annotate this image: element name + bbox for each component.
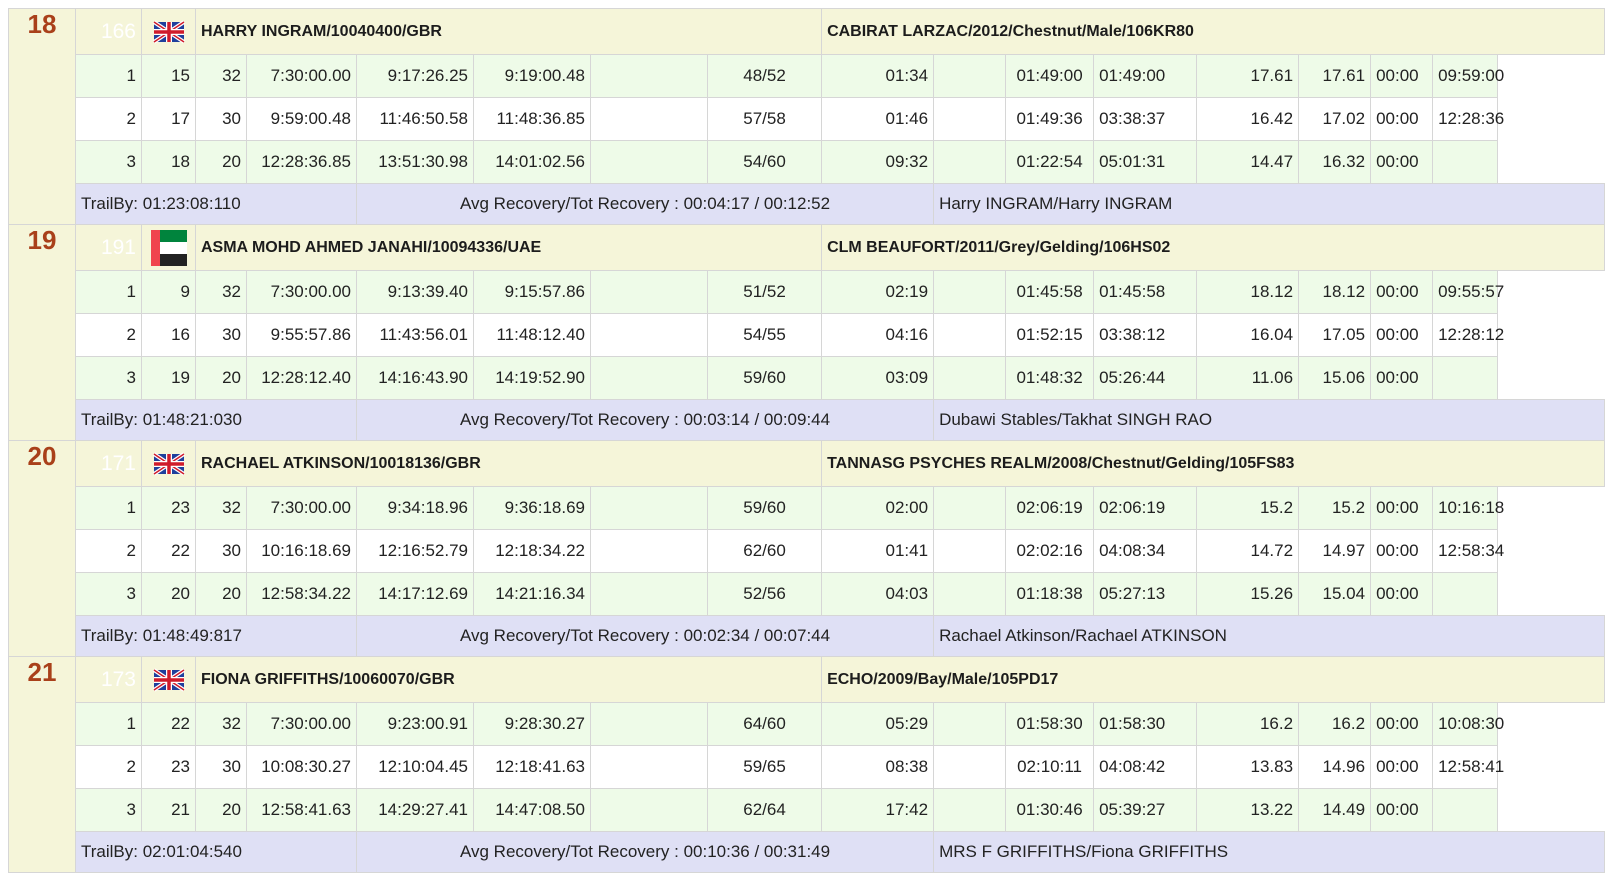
loop-number: 2	[76, 530, 142, 573]
loop-distance: 30	[196, 98, 247, 141]
empty-cell	[591, 357, 708, 400]
loop-rank: 23	[142, 487, 196, 530]
recovery-summary: Avg Recovery/Tot Recovery : 00:04:17 / 00:12:52	[357, 184, 934, 225]
loop-arrival-time: 11:46:50.58	[357, 98, 474, 141]
loop-distance: 20	[196, 357, 247, 400]
loop-penalty: 00:00	[1371, 55, 1433, 98]
loop-next-start: 10:16:18	[1433, 487, 1498, 530]
loop-distance: 32	[196, 271, 247, 314]
loop-rank: 16	[142, 314, 196, 357]
loop-speed: 15.2	[1197, 487, 1299, 530]
entry-summary-row	[9, 832, 1605, 873]
loop-penalty: 00:00	[1371, 530, 1433, 573]
loop-start-time: 12:58:34.22	[247, 573, 357, 616]
loop-penalty: 00:00	[1371, 573, 1433, 616]
loop-recovery: 02:19	[822, 271, 934, 314]
loop-vet-time: 9:15:57.86	[474, 271, 591, 314]
loop-time: 02:02:16	[1006, 530, 1094, 573]
loop-vet-time: 9:19:00.48	[474, 55, 591, 98]
loop-avg-speed: 14.49	[1299, 789, 1371, 832]
loop-distance: 30	[196, 746, 247, 789]
loop-next-start	[1433, 141, 1498, 184]
empty-cell	[934, 271, 1006, 314]
bib-number: 171	[76, 441, 142, 487]
empty-cell	[591, 487, 708, 530]
loop-row	[9, 573, 1605, 616]
empty-cell	[934, 357, 1006, 400]
trail-by: TrailBy: 02:01:04:540	[76, 832, 357, 873]
loop-penalty: 00:00	[1371, 746, 1433, 789]
loop-heart-rate: 48/52	[708, 55, 822, 98]
empty-cell	[934, 98, 1006, 141]
loop-avg-speed: 18.12	[1299, 271, 1371, 314]
uae-flag-icon	[142, 225, 196, 271]
loop-heart-rate: 59/60	[708, 487, 822, 530]
horse-info[interactable]: CLM BEAUFORT/2011/Grey/Gelding/106HS02	[822, 225, 1605, 271]
loop-next-start: 12:58:34	[1433, 530, 1498, 573]
loop-start-time: 7:30:00.00	[247, 487, 357, 530]
rider-info[interactable]: RACHAEL ATKINSON/10018136/GBR	[196, 441, 822, 487]
entry-header-row	[9, 9, 1605, 55]
entry-summary-row	[9, 400, 1605, 441]
loop-start-time: 12:28:36.85	[247, 141, 357, 184]
rider-info[interactable]: ASMA MOHD AHMED JANAHI/10094336/UAE	[196, 225, 822, 271]
owner-trainer: Harry INGRAM/Harry INGRAM	[934, 184, 1605, 225]
loop-row	[9, 487, 1605, 530]
loop-total-time: 05:39:27	[1094, 789, 1197, 832]
loop-total-time: 01:58:30	[1094, 703, 1197, 746]
loop-arrival-time: 14:16:43.90	[357, 357, 474, 400]
loop-distance: 20	[196, 789, 247, 832]
trail-by: TrailBy: 01:48:21:030	[76, 400, 357, 441]
loop-rank: 15	[142, 55, 196, 98]
loop-penalty: 00:00	[1371, 357, 1433, 400]
recovery-summary: Avg Recovery/Tot Recovery : 00:10:36 / 00:31:49	[357, 832, 934, 873]
rider-info[interactable]: HARRY INGRAM/10040400/GBR	[196, 9, 822, 55]
loop-total-time: 01:49:00	[1094, 55, 1197, 98]
loop-penalty: 00:00	[1371, 703, 1433, 746]
empty-cell	[934, 530, 1006, 573]
results-table	[8, 8, 1605, 873]
loop-number: 2	[76, 314, 142, 357]
owner-trainer: Dubawi Stables/Takhat SINGH RAO	[934, 400, 1605, 441]
empty-cell	[591, 98, 708, 141]
loop-heart-rate: 52/56	[708, 573, 822, 616]
loop-vet-time: 12:18:41.63	[474, 746, 591, 789]
loop-next-start	[1433, 357, 1498, 400]
loop-penalty: 00:00	[1371, 141, 1433, 184]
loop-recovery: 01:41	[822, 530, 934, 573]
loop-recovery: 04:03	[822, 573, 934, 616]
horse-info[interactable]: TANNASG PSYCHES REALM/2008/Chestnut/Gelding/105FS83	[822, 441, 1605, 487]
loop-heart-rate: 51/52	[708, 271, 822, 314]
empty-cell	[591, 703, 708, 746]
loop-arrival-time: 12:16:52.79	[357, 530, 474, 573]
trail-by: TrailBy: 01:23:08:110	[76, 184, 357, 225]
loop-arrival-time: 11:43:56.01	[357, 314, 474, 357]
loop-total-time: 04:08:42	[1094, 746, 1197, 789]
loop-recovery: 08:38	[822, 746, 934, 789]
loop-arrival-time: 13:51:30.98	[357, 141, 474, 184]
loop-penalty: 00:00	[1371, 98, 1433, 141]
loop-vet-time: 14:19:52.90	[474, 357, 591, 400]
loop-distance: 20	[196, 573, 247, 616]
empty-cell	[934, 789, 1006, 832]
loop-penalty: 00:00	[1371, 314, 1433, 357]
loop-speed: 13.22	[1197, 789, 1299, 832]
loop-number: 2	[76, 98, 142, 141]
loop-next-start	[1433, 789, 1498, 832]
loop-row	[9, 530, 1605, 573]
loop-time: 01:58:30	[1006, 703, 1094, 746]
loop-number: 3	[76, 789, 142, 832]
empty-cell	[591, 55, 708, 98]
loop-speed: 16.42	[1197, 98, 1299, 141]
loop-avg-speed: 14.97	[1299, 530, 1371, 573]
empty-cell	[591, 746, 708, 789]
empty-cell	[934, 703, 1006, 746]
loop-total-time: 05:26:44	[1094, 357, 1197, 400]
loop-recovery: 01:46	[822, 98, 934, 141]
loop-number: 2	[76, 746, 142, 789]
empty-cell	[591, 271, 708, 314]
loop-arrival-time: 14:29:27.41	[357, 789, 474, 832]
loop-avg-speed: 15.2	[1299, 487, 1371, 530]
loop-vet-time: 14:21:16.34	[474, 573, 591, 616]
loop-time: 02:06:19	[1006, 487, 1094, 530]
position-number: 20	[9, 441, 76, 657]
loop-distance: 32	[196, 55, 247, 98]
bib-number: 166	[76, 9, 142, 55]
empty-cell	[934, 55, 1006, 98]
loop-number: 3	[76, 141, 142, 184]
loop-vet-time: 12:18:34.22	[474, 530, 591, 573]
loop-vet-time: 14:47:08.50	[474, 789, 591, 832]
loop-row	[9, 141, 1605, 184]
loop-number: 3	[76, 573, 142, 616]
loop-number: 1	[76, 703, 142, 746]
loop-speed: 16.2	[1197, 703, 1299, 746]
loop-number: 1	[76, 55, 142, 98]
entry-header-row	[9, 657, 1605, 703]
loop-next-start: 09:59:00	[1433, 55, 1498, 98]
bib-number: 173	[76, 657, 142, 703]
loop-row	[9, 703, 1605, 746]
loop-arrival-time: 14:17:12.69	[357, 573, 474, 616]
loop-next-start: 12:58:41	[1433, 746, 1498, 789]
loop-start-time: 7:30:00.00	[247, 703, 357, 746]
loop-start-time: 10:08:30.27	[247, 746, 357, 789]
loop-number: 1	[76, 271, 142, 314]
loop-vet-time: 9:28:30.27	[474, 703, 591, 746]
loop-arrival-time: 9:23:00.91	[357, 703, 474, 746]
loop-start-time: 7:30:00.00	[247, 55, 357, 98]
loop-total-time: 03:38:12	[1094, 314, 1197, 357]
loop-arrival-time: 9:13:39.40	[357, 271, 474, 314]
loop-start-time: 12:58:41.63	[247, 789, 357, 832]
loop-total-time: 05:27:13	[1094, 573, 1197, 616]
empty-cell	[591, 789, 708, 832]
owner-trainer: Rachael Atkinson/Rachael ATKINSON	[934, 616, 1605, 657]
loop-next-start	[1433, 573, 1498, 616]
loop-time: 01:49:00	[1006, 55, 1094, 98]
loop-speed: 11.06	[1197, 357, 1299, 400]
loop-total-time: 02:06:19	[1094, 487, 1197, 530]
loop-speed: 14.72	[1197, 530, 1299, 573]
position-number: 21	[9, 657, 76, 873]
gbr-flag-icon	[142, 657, 196, 703]
loop-total-time: 04:08:34	[1094, 530, 1197, 573]
loop-avg-speed: 17.05	[1299, 314, 1371, 357]
trail-by: TrailBy: 01:48:49:817	[76, 616, 357, 657]
loop-time: 01:18:38	[1006, 573, 1094, 616]
loop-time: 01:45:58	[1006, 271, 1094, 314]
loop-rank: 21	[142, 789, 196, 832]
empty-cell	[934, 141, 1006, 184]
entry-header-row	[9, 225, 1605, 271]
loop-penalty: 00:00	[1371, 487, 1433, 530]
loop-rank: 23	[142, 746, 196, 789]
empty-cell	[934, 746, 1006, 789]
loop-heart-rate: 54/55	[708, 314, 822, 357]
loop-speed: 16.04	[1197, 314, 1299, 357]
empty-cell	[591, 314, 708, 357]
bib-number: 191	[76, 225, 142, 271]
loop-number: 3	[76, 357, 142, 400]
loop-heart-rate: 57/58	[708, 98, 822, 141]
loop-distance: 32	[196, 703, 247, 746]
empty-cell	[934, 573, 1006, 616]
loop-distance: 30	[196, 314, 247, 357]
loop-next-start: 12:28:12	[1433, 314, 1498, 357]
loop-rank: 19	[142, 357, 196, 400]
loop-start-time: 9:59:00.48	[247, 98, 357, 141]
loop-heart-rate: 62/64	[708, 789, 822, 832]
loop-row	[9, 789, 1605, 832]
gbr-flag-icon	[142, 441, 196, 487]
loop-rank: 22	[142, 703, 196, 746]
gbr-flag-icon	[142, 9, 196, 55]
loop-vet-time: 11:48:36.85	[474, 98, 591, 141]
loop-recovery: 01:34	[822, 55, 934, 98]
loop-avg-speed: 17.02	[1299, 98, 1371, 141]
entry-summary-row	[9, 184, 1605, 225]
loop-next-start: 10:08:30	[1433, 703, 1498, 746]
loop-start-time: 10:16:18.69	[247, 530, 357, 573]
loop-distance: 30	[196, 530, 247, 573]
loop-heart-rate: 59/60	[708, 357, 822, 400]
loop-heart-rate: 54/60	[708, 141, 822, 184]
empty-cell	[591, 141, 708, 184]
loop-speed: 13.83	[1197, 746, 1299, 789]
loop-speed: 14.47	[1197, 141, 1299, 184]
position-number: 18	[9, 9, 76, 225]
entry-header-row	[9, 441, 1605, 487]
loop-heart-rate: 62/60	[708, 530, 822, 573]
horse-info[interactable]: CABIRAT LARZAC/2012/Chestnut/Male/106KR80	[822, 9, 1605, 55]
empty-cell	[591, 530, 708, 573]
loop-avg-speed: 14.96	[1299, 746, 1371, 789]
loop-number: 1	[76, 487, 142, 530]
loop-row	[9, 314, 1605, 357]
loop-rank: 20	[142, 573, 196, 616]
owner-trainer: MRS F GRIFFITHS/Fiona GRIFFITHS	[934, 832, 1605, 873]
loop-penalty: 00:00	[1371, 271, 1433, 314]
loop-start-time: 9:55:57.86	[247, 314, 357, 357]
loop-rank: 22	[142, 530, 196, 573]
loop-time: 01:22:54	[1006, 141, 1094, 184]
loop-time: 02:10:11	[1006, 746, 1094, 789]
loop-arrival-time: 12:10:04.45	[357, 746, 474, 789]
loop-avg-speed: 16.32	[1299, 141, 1371, 184]
loop-heart-rate: 64/60	[708, 703, 822, 746]
loop-rank: 9	[142, 271, 196, 314]
loop-heart-rate: 59/65	[708, 746, 822, 789]
loop-recovery: 05:29	[822, 703, 934, 746]
empty-cell	[934, 314, 1006, 357]
loop-total-time: 01:45:58	[1094, 271, 1197, 314]
loop-speed: 17.61	[1197, 55, 1299, 98]
recovery-summary: Avg Recovery/Tot Recovery : 00:02:34 / 00:07:44	[357, 616, 934, 657]
loop-rank: 17	[142, 98, 196, 141]
loop-speed: 15.26	[1197, 573, 1299, 616]
loop-start-time: 7:30:00.00	[247, 271, 357, 314]
loop-row	[9, 55, 1605, 98]
loop-penalty: 00:00	[1371, 789, 1433, 832]
loop-avg-speed: 16.2	[1299, 703, 1371, 746]
loop-avg-speed: 17.61	[1299, 55, 1371, 98]
loop-distance: 20	[196, 141, 247, 184]
loop-time: 01:49:36	[1006, 98, 1094, 141]
empty-cell	[591, 573, 708, 616]
loop-vet-time: 14:01:02.56	[474, 141, 591, 184]
position-number: 19	[9, 225, 76, 441]
loop-arrival-time: 9:17:26.25	[357, 55, 474, 98]
rider-info[interactable]: FIONA GRIFFITHS/10060070/GBR	[196, 657, 822, 703]
loop-row	[9, 271, 1605, 314]
loop-time: 01:30:46	[1006, 789, 1094, 832]
loop-time: 01:52:15	[1006, 314, 1094, 357]
loop-recovery: 04:16	[822, 314, 934, 357]
results-page	[8, 8, 1504, 873]
loop-time: 01:48:32	[1006, 357, 1094, 400]
recovery-summary: Avg Recovery/Tot Recovery : 00:03:14 / 00:09:44	[357, 400, 934, 441]
loop-arrival-time: 9:34:18.96	[357, 487, 474, 530]
entry-summary-row	[9, 616, 1605, 657]
loop-recovery: 17:42	[822, 789, 934, 832]
loop-next-start: 12:28:36	[1433, 98, 1498, 141]
loop-total-time: 05:01:31	[1094, 141, 1197, 184]
loop-row	[9, 357, 1605, 400]
loop-recovery: 02:00	[822, 487, 934, 530]
loop-start-time: 12:28:12.40	[247, 357, 357, 400]
horse-info[interactable]: ECHO/2009/Bay/Male/105PD17	[822, 657, 1605, 703]
loop-rank: 18	[142, 141, 196, 184]
loop-row	[9, 98, 1605, 141]
loop-row	[9, 746, 1605, 789]
loop-speed: 18.12	[1197, 271, 1299, 314]
loop-recovery: 09:32	[822, 141, 934, 184]
loop-distance: 32	[196, 487, 247, 530]
loop-avg-speed: 15.04	[1299, 573, 1371, 616]
loop-total-time: 03:38:37	[1094, 98, 1197, 141]
loop-vet-time: 11:48:12.40	[474, 314, 591, 357]
loop-next-start: 09:55:57	[1433, 271, 1498, 314]
loop-recovery: 03:09	[822, 357, 934, 400]
loop-avg-speed: 15.06	[1299, 357, 1371, 400]
loop-vet-time: 9:36:18.69	[474, 487, 591, 530]
empty-cell	[934, 487, 1006, 530]
